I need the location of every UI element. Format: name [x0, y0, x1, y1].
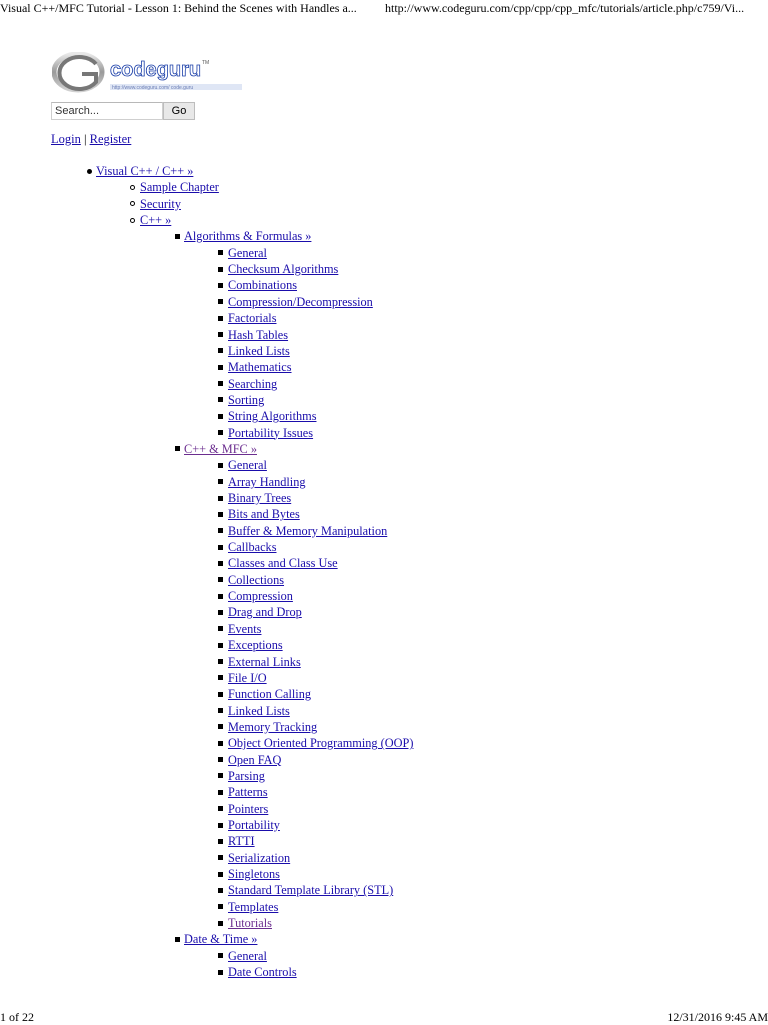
nav-link-mfc-serialization[interactable]: Serialization: [228, 850, 291, 865]
nav-link-mfc-drag-and-drop[interactable]: Drag and Drop: [228, 605, 302, 620]
bullet-mfc-drag-and-drop: [218, 610, 223, 615]
bullet-mfc-array-handling: [218, 479, 223, 484]
bullet-algo-sorting: [218, 397, 223, 402]
nav-link-mfc-collections[interactable]: Collections: [228, 572, 285, 587]
nav-link-date-general[interactable]: General: [228, 948, 267, 963]
svg-text:TM: TM: [202, 60, 210, 66]
bullet-mfc-parsing: [218, 773, 223, 778]
nav-link-mfc-object-oriented-programming-oop[interactable]: Object Oriented Programming (OOP): [228, 736, 414, 751]
svg-text:http://www.codeguru.com/ code.: http://www.codeguru.com/ code.guru: [112, 85, 194, 91]
bullet-algo-checksum-algorithms: [218, 267, 223, 272]
page-url: http://www.codeguru.com/cpp/cpp/cpp_mfc/tutorials/article.php/c759/Vi...: [385, 1, 745, 15]
bullet-mfc-singletons: [218, 872, 223, 877]
svg-text:codeguru: codeguru: [110, 59, 202, 81]
bullet-mfc-pointers: [218, 806, 223, 811]
nav-link-mfc-compression[interactable]: Compression: [228, 589, 293, 604]
nav-link-mfc-rtti[interactable]: RTTI: [228, 834, 255, 849]
nav-link-date-time[interactable]: Date & Time »: [184, 932, 258, 947]
nav-link-algo-sorting[interactable]: Sorting: [228, 392, 265, 407]
bullet-c: [130, 218, 135, 223]
bullet-mfc-collections: [218, 577, 223, 582]
bullet-algo-string-algorithms: [218, 414, 223, 419]
nav-link-mfc-tutorials[interactable]: Tutorials: [228, 916, 272, 931]
nav-link-mfc-singletons[interactable]: Singletons: [228, 867, 280, 882]
bullet-mfc-external-links: [218, 659, 223, 664]
nav-link-c[interactable]: C++ »: [140, 213, 172, 228]
nav-link-mfc-function-calling[interactable]: Function Calling: [228, 687, 312, 702]
bullet-algo-factorials: [218, 316, 223, 321]
nav-link-sample-chapter[interactable]: Sample Chapter: [140, 180, 219, 195]
search-go-button[interactable]: Go: [163, 102, 195, 120]
register-link[interactable]: Register: [89, 132, 132, 146]
bullet-mfc-function-calling: [218, 692, 223, 697]
nav-link-mfc-binary-trees[interactable]: Binary Trees: [228, 491, 292, 505]
bullet-mfc-rtti: [218, 839, 223, 844]
nav-link-mfc-external-links[interactable]: External Links: [228, 654, 301, 669]
bullet-algo-combinations: [218, 283, 223, 288]
nav-link-algo-linked-lists[interactable]: Linked Lists: [228, 343, 290, 358]
bullet-algo-mathematics: [218, 365, 223, 370]
nav-link-algo-mathematics[interactable]: Mathematics: [228, 360, 292, 375]
nav-link-visual-cpp[interactable]: Visual C++ / C++ »: [96, 164, 194, 178]
bullet-mfc-general: [218, 463, 223, 468]
nav-link-mfc-parsing[interactable]: Parsing: [228, 768, 265, 783]
nav-link-mfc-buffer-memory-manipulation[interactable]: Buffer & Memory Manipulation: [228, 523, 388, 538]
bullet-mfc-compression: [218, 594, 223, 599]
nav-link-mfc-exceptions[interactable]: Exceptions: [228, 638, 283, 653]
bullet-visual-cpp: [87, 169, 92, 174]
page-count: 1 of 22: [0, 1010, 34, 1024]
bullet-mfc-buffer-memory-manipulation: [218, 528, 223, 533]
nav-link-cpp-mfc[interactable]: C++ & MFC »: [184, 441, 257, 456]
bullet-mfc-classes-and-class-use: [218, 561, 223, 566]
bullet-mfc-standard-template-library-stl: [218, 888, 223, 893]
nav-link-mfc-bits-and-bytes[interactable]: Bits and Bytes: [228, 507, 300, 522]
bullet-mfc-memory-tracking: [218, 724, 223, 729]
bullet-mfc-serialization: [218, 855, 223, 860]
bullet-mfc-patterns: [218, 790, 223, 795]
bullet-date-general: [218, 953, 223, 958]
bullet-mfc-bits-and-bytes: [218, 512, 223, 517]
nav-link-mfc-templates[interactable]: Templates: [228, 899, 279, 914]
bullet-mfc-exceptions: [218, 643, 223, 648]
nav-link-date-date-controls[interactable]: Date Controls: [228, 965, 297, 980]
nav-link-algorithms-formulas[interactable]: Algorithms & Formulas »: [184, 229, 312, 244]
login-link[interactable]: Login: [51, 132, 81, 146]
nav-link-security[interactable]: Security: [140, 196, 181, 211]
bullet-cpp-mfc: [175, 446, 180, 451]
bullet-algo-compression-decompression: [218, 299, 223, 304]
nav-link-mfc-callbacks[interactable]: Callbacks: [228, 540, 277, 555]
bullet-algo-general: [218, 250, 223, 255]
bullet-algo-hash-tables: [218, 332, 223, 337]
nav-link-mfc-file-i-o[interactable]: File I/O: [228, 670, 267, 685]
nav-link-algo-general[interactable]: General: [228, 245, 267, 260]
nav-link-mfc-general[interactable]: General: [228, 458, 267, 473]
bullet-algo-portability-issues: [218, 430, 223, 435]
bullet-date-time: [175, 937, 180, 942]
bullet-mfc-file-i-o: [218, 675, 223, 680]
nav-link-mfc-linked-lists[interactable]: Linked Lists: [228, 703, 290, 718]
nav-link-algo-combinations[interactable]: Combinations: [228, 278, 298, 293]
nav-link-algo-factorials[interactable]: Factorials: [228, 311, 277, 326]
nav-link-algo-portability-issues[interactable]: Portability Issues: [228, 425, 314, 440]
bullet-mfc-templates: [218, 904, 223, 909]
bullet-mfc-object-oriented-programming-oop: [218, 741, 223, 746]
bullet-sample-chapter: [130, 185, 135, 190]
nav-link-mfc-classes-and-class-use[interactable]: Classes and Class Use: [228, 556, 338, 571]
bullet-date-date-controls: [218, 970, 223, 975]
bullet-mfc-linked-lists: [218, 708, 223, 713]
bullet-mfc-callbacks: [218, 545, 223, 550]
nav-link-algo-hash-tables[interactable]: Hash Tables: [228, 327, 289, 342]
nav-link-mfc-array-handling[interactable]: Array Handling: [228, 474, 306, 489]
bullet-algo-linked-lists: [218, 348, 223, 353]
bullet-algo-searching: [218, 381, 223, 386]
nav-link-algo-string-algorithms[interactable]: String Algorithms: [228, 409, 317, 424]
nav-link-algo-checksum-algorithms[interactable]: Checksum Algorithms: [228, 262, 339, 277]
page-title: Visual C++/MFC Tutorial - Lesson 1: Behind the Scenes with Handles a...: [0, 1, 357, 15]
nav-link-mfc-memory-tracking[interactable]: Memory Tracking: [228, 719, 318, 734]
nav-link-mfc-open-faq[interactable]: Open FAQ: [228, 752, 282, 767]
nav-link-mfc-events[interactable]: Events: [228, 621, 262, 636]
nav-link-mfc-portability[interactable]: Portability: [228, 818, 280, 832]
print-timestamp: 12/31/2016 9:45 AM: [667, 1010, 768, 1024]
auth-separator: |: [83, 132, 87, 146]
nav-link-algo-compression-decompression[interactable]: Compression/Decompression: [228, 294, 373, 309]
bullet-mfc-events: [218, 626, 223, 631]
bullet-mfc-tutorials: [218, 921, 223, 926]
nav-link-mfc-standard-template-library-stl[interactable]: Standard Template Library (STL): [228, 883, 394, 898]
bullet-mfc-portability: [218, 823, 223, 828]
bullet-mfc-open-faq: [218, 757, 223, 762]
bullet-mfc-binary-trees: [218, 496, 223, 501]
bullet-security: [130, 201, 135, 206]
nav-link-algo-searching[interactable]: Searching: [228, 376, 278, 391]
bullet-algorithms-formulas: [175, 234, 180, 239]
nav-link-mfc-patterns[interactable]: Patterns: [228, 785, 268, 800]
nav-link-mfc-pointers[interactable]: Pointers: [228, 801, 269, 816]
